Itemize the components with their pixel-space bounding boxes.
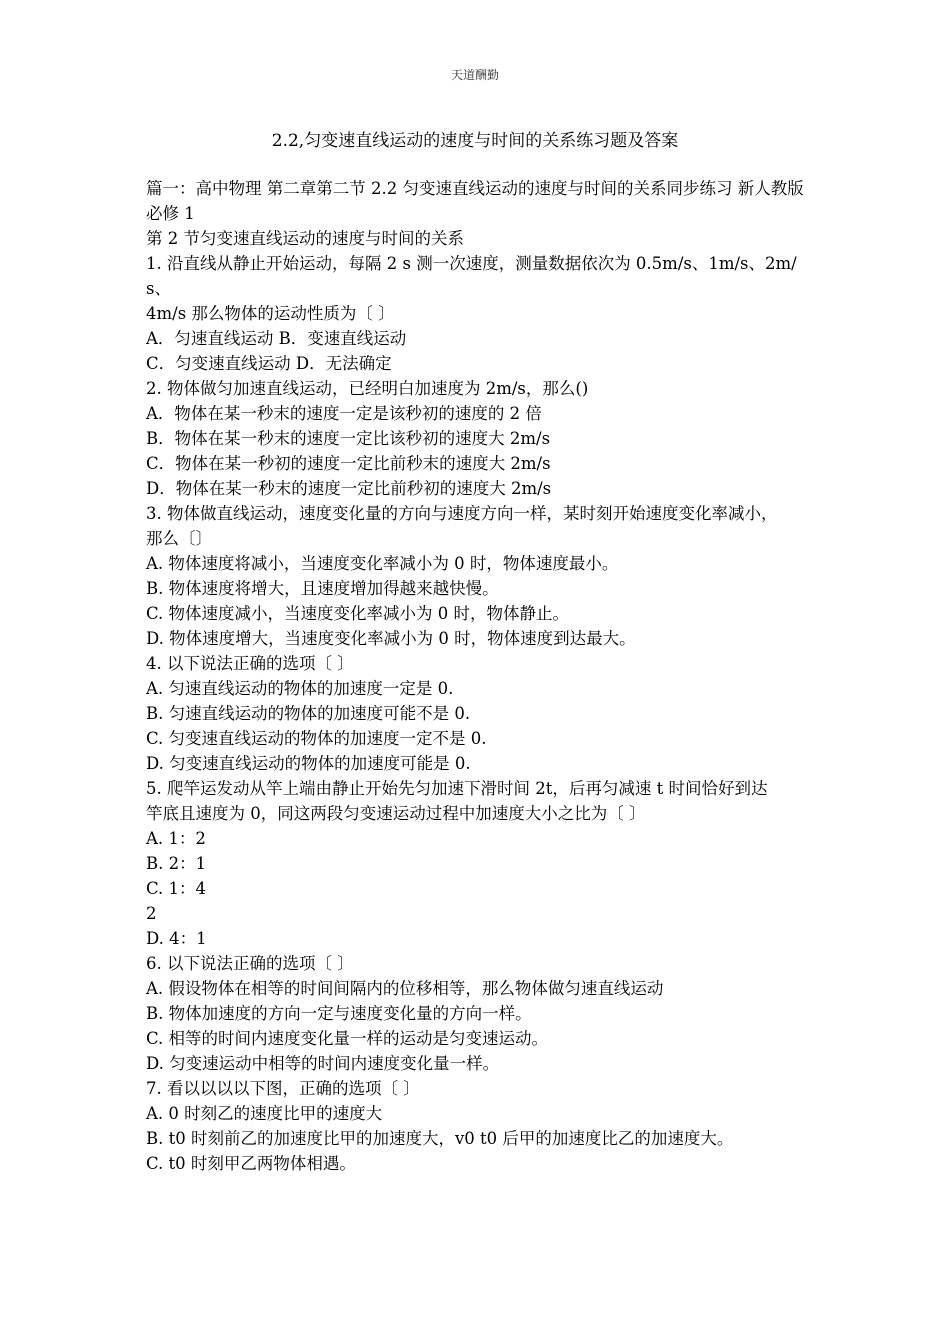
text-line: A．匀速直线运动 B．变速直线运动 [146, 329, 407, 348]
text-line: D. 匀变速直线运动的物体的加速度可能是 0. [146, 754, 471, 773]
text-line: C．物体在某一秒初的速度一定比前秒末的速度大 2m/s [146, 454, 551, 473]
text-line: A. 假设物体在相等的时间间隔内的位移相等，那么物体做匀速直线运动 [146, 979, 664, 998]
text-line: B. 匀速直线运动的物体的加速度可能不是 0. [146, 704, 471, 723]
text-line: 篇一：高中物理 第二章第二节 2.2 匀变速直线运动的速度与时间的关系同步练习 新人教版必修 1 [146, 179, 804, 223]
text-line: D．物体在某一秒末的速度一定比前秒初的速度大 2m/s [146, 479, 552, 498]
text-line: C. 物体速度减小，当速度变化率减小为 0 时，物体静止。 [146, 604, 570, 623]
text-line: C．匀变速直线运动 D．无法确定 [146, 354, 392, 373]
text-line: A. 1：2 [146, 829, 206, 848]
text-line: 4. 以下说法正确的选项〔 〕 [146, 654, 354, 673]
text-line: D. 匀变速运动中相等的时间内速度变化量一样。 [146, 1054, 500, 1073]
text-line: C. t0 时刻甲乙两物体相遇。 [146, 1154, 356, 1173]
text-line: 2. 物体做匀加速直线运动，已经明白加速度为 2m/s，那么() [146, 379, 589, 398]
text-line: C. 相等的时间内速度变化量一样的运动是匀变速运动。 [146, 1029, 549, 1048]
text-line: B. t0 时刻前乙的加速度比甲的加速度大，v0 t0 后甲的加速度比乙的加速度大。 [146, 1129, 734, 1148]
text-line: 3. 物体做直线运动，速度变化量的方向与速度方向一样，某时刻开始速度变化率减小， [146, 504, 778, 523]
text-line: A. 匀速直线运动的物体的加速度一定是 0. [146, 679, 454, 698]
text-line: 2 [146, 904, 157, 923]
text-line: B. 物体加速度的方向一定与速度变化量的方向一样。 [146, 1004, 532, 1023]
text-line: 1. 沿直线从静止开始运动，每隔 2 s 测一次速度，测量数据依次为 0.5m/s、1m/s、2m/s、 [146, 254, 797, 298]
text-line: B. 物体速度将增大，且速度增加得越来越快慢。 [146, 579, 499, 598]
text-line: B. 2：1 [146, 854, 207, 873]
text-line: 那么〔〕 [146, 529, 212, 548]
text-line: A. 0 时刻乙的速度比甲的速度大 [146, 1104, 383, 1123]
text-line: 6. 以下说法正确的选项〔 〕 [146, 954, 354, 973]
text-line: A. 物体速度将减小，当速度变化率减小为 0 时，物体速度最小。 [146, 554, 619, 573]
text-line: C. 匀变速直线运动的物体的加速度一定不是 0. [146, 729, 487, 748]
document-body [146, 176, 808, 1176]
text-line: D. 物体速度增大，当速度变化率减小为 0 时，物体速度到达最大。 [146, 629, 636, 648]
text-line: 4m/s 那么物体的运动性质为〔 〕 [146, 304, 395, 323]
text-line: B．物体在某一秒末的速度一定比该秒初的速度大 2m/s [146, 429, 551, 448]
text-line: 7. 看以以以以下图，正确的选项〔 〕 [146, 1079, 420, 1098]
text-line: 竿底且速度为 0，同这两段匀变速运动过程中加速度大小之比为〔 〕 [146, 804, 646, 823]
page-header: 天道酬勤 [450, 68, 499, 82]
text-line: D. 4：1 [146, 929, 207, 948]
text-line: 第 2 节匀变速直线运动的速度与时间的关系 [146, 229, 464, 248]
document-title: 2.2,匀变速直线运动的速度与时间的关系练习题及答案 [271, 131, 679, 151]
text-line: C. 1：4 [146, 879, 207, 898]
text-line: A．物体在某一秒末的速度一定是该秒初的速度的 2 倍 [146, 404, 542, 423]
text-line: 5. 爬竿运发动从竿上端由静止开始先匀加速下滑时间 2t，后再匀减速 t 时间恰好到达 [146, 779, 768, 798]
